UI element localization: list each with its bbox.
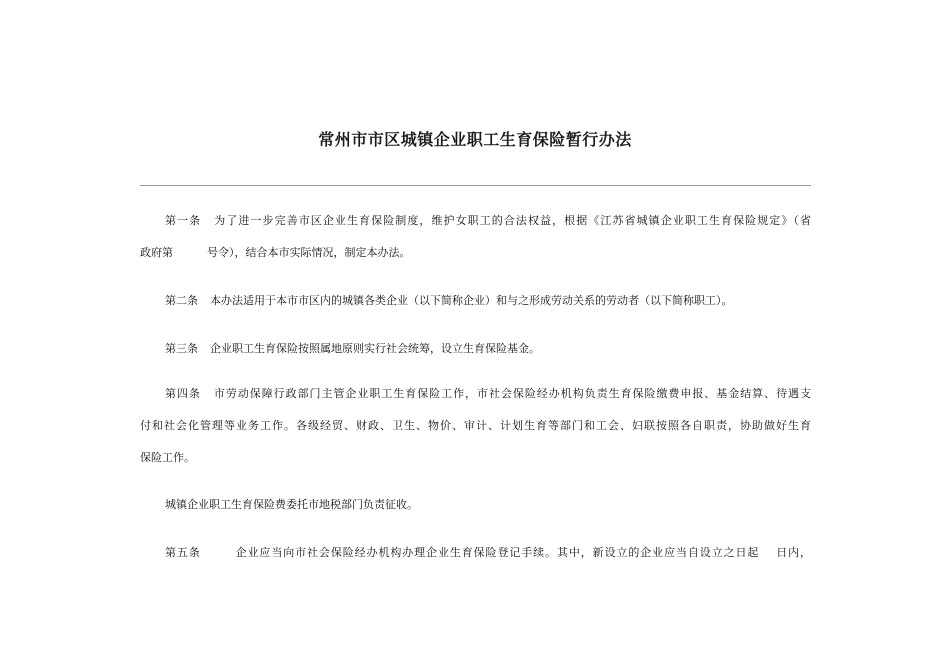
document-title: 常州市市区城镇企业职工生育保险暂行办法 (318, 130, 632, 149)
article-text: 保险工作。 (140, 451, 195, 464)
article-4-line-3 (140, 450, 811, 466)
article-2-line-1 (165, 293, 811, 309)
article-text: 企业应当向市社会保险经办机构办理企业生育保险登记手续。其中，新设立的企业应当自设立之日起 (234, 546, 760, 559)
article-label: 第三条 (165, 342, 198, 355)
article-label: 第一条 (165, 214, 202, 227)
paragraph-tax-collection (165, 497, 811, 513)
article-4-line-1 (165, 386, 811, 402)
article-text: 企业职工生育保险按照属地原则实行社会统筹，设立生育保险基金。 (210, 342, 540, 355)
article-label: 第二条 (165, 294, 198, 307)
article-label: 第四条 (165, 387, 201, 400)
article-text: 本办法适用于本市市区内的城镇各类企业（以下简称企业）和与之形成劳动关系的劳动者（以下简称职工）。 (210, 294, 733, 307)
article-4-line-2 (140, 418, 811, 434)
article-text: 市劳动保障行政部门主管企业职工生育保险工作，市社会保险经办机构负责生育保险缴费申报、基金结算、待遇支 (212, 387, 812, 400)
article-text: 政府第 (140, 246, 173, 259)
article-text: 付和社会化管理等业务工作。各级经贸、财政、卫生、物价、审计、计划生育等部门和工会、妇联按照各自职责，协助做好生育 (140, 419, 811, 432)
article-1-line-2 (140, 245, 811, 261)
article-text: 为了进一步完善市区企业生育保险制度，维护女职工的合法权益，根据《江苏省城镇企业职工生育保险规定》（省 (213, 214, 812, 227)
article-text: 城镇企业职工生育保险费委托市地税部门负责征收。 (165, 498, 418, 511)
article-text: 日内， (775, 546, 812, 559)
article-text: 号令），结合本市实际情况，制定本办法。 (207, 246, 411, 259)
article-3-line-1 (165, 341, 811, 357)
title-divider (140, 185, 811, 186)
article-5-line-1 (165, 545, 811, 561)
article-1-line-1 (165, 213, 811, 229)
article-label: 第五条 (165, 546, 201, 559)
